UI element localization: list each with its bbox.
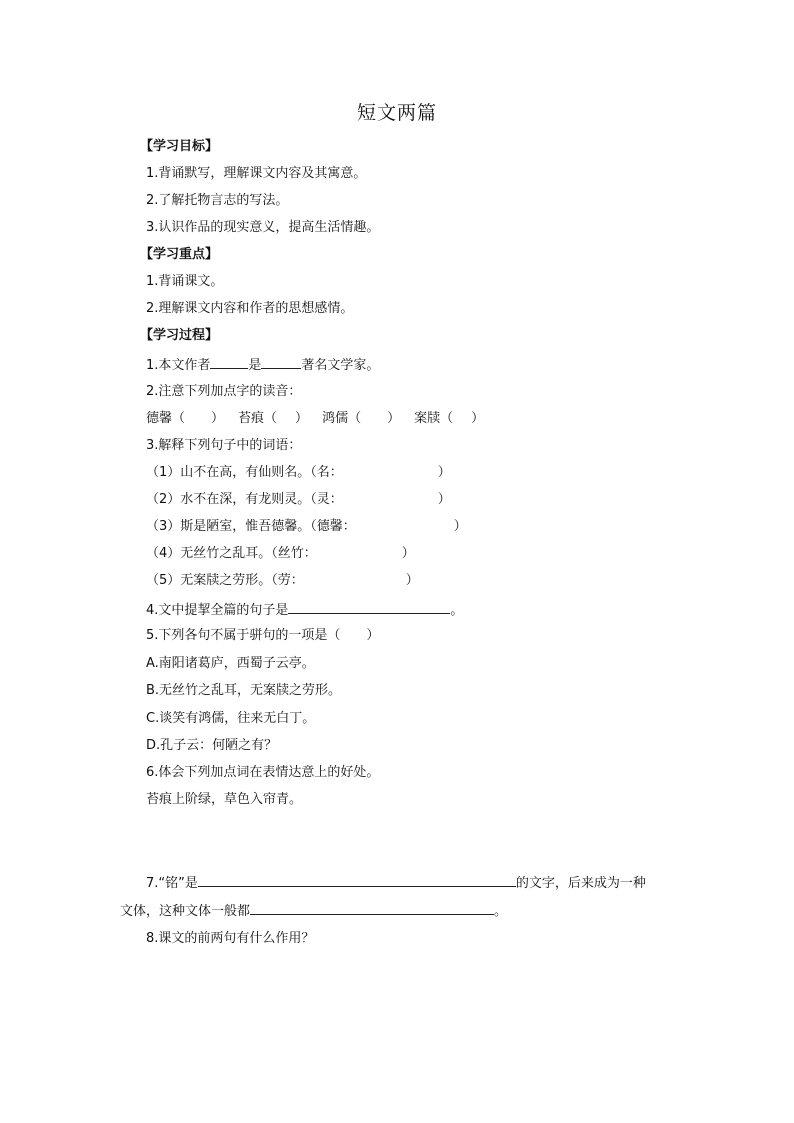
question-6: 6.体会下列加点词在表情达意上的好处。 xyxy=(146,765,380,780)
q3-item-5-text: （5）无案牍之劳形。（劳： xyxy=(146,573,304,588)
q5-option-b: B.无丝竹之乱耳，无案牍之劳形。 xyxy=(146,683,342,698)
q3-item-2-end: ） xyxy=(437,492,451,507)
q1-part-b: 是 xyxy=(248,358,262,373)
q7-text-a: 7.“铭”是 xyxy=(146,876,198,891)
keypoints-heading: 【学习重点】 xyxy=(140,247,219,262)
question-5: 5.下列各句不属于骈句的一项是（ ） xyxy=(146,628,380,643)
q1-blank-1[interactable] xyxy=(210,355,248,369)
question-1 xyxy=(146,355,379,375)
q3-item-4-end: ） xyxy=(401,546,415,561)
q5-option-c: C.谈笑有鸿儒，往来无白丁。 xyxy=(146,711,316,726)
q5-option-d: D.孔子云：何陋之有？ xyxy=(146,738,278,753)
goal-item-2: 2.了解托物言志的写法。 xyxy=(146,193,289,208)
keypoint-item-1: 1.背诵课文。 xyxy=(146,274,224,289)
q2-close-2: ） xyxy=(295,411,309,426)
question-4 xyxy=(146,600,463,620)
q3-item-2-text: （2）水不在深，有龙则灵。（灵： xyxy=(146,492,343,507)
question-8: 8.课文的前两句有什么作用？ xyxy=(146,931,315,946)
q4-end: 。 xyxy=(450,603,464,618)
q3-item-4-text: （4）无丝竹之乱耳。（丝竹： xyxy=(146,546,317,561)
q3-item-2 xyxy=(146,491,451,509)
page-title: 短文两篇 xyxy=(356,102,437,124)
process-heading: 【学习过程】 xyxy=(140,328,219,343)
q2-word-taihen: 苔痕（ xyxy=(238,411,278,426)
q2-word-dexin: 德馨（ xyxy=(146,411,186,426)
q5-option-a: A.南阳诸葛庐，西蜀子云亭。 xyxy=(146,656,315,671)
keypoint-item-2: 2.理解课文内容和作者的思想感情。 xyxy=(146,301,354,316)
q2-close-1: ） xyxy=(211,411,225,426)
goal-item-1: 1.背诵默写，理解课文内容及其寓意。 xyxy=(146,166,367,181)
q3-item-1-end: ） xyxy=(437,465,451,480)
q7-blank-1[interactable] xyxy=(198,873,516,887)
question-2-items xyxy=(146,410,484,428)
question-2: 2.注意下列加点字的读音： xyxy=(146,384,302,399)
q3-item-5 xyxy=(146,572,419,590)
q1-part-a: 1.本文作者 xyxy=(146,358,211,373)
q4-text: 4.文中提挈全篇的句子是 xyxy=(146,603,289,618)
q2-word-hongru: 鸿儒（ xyxy=(322,411,362,426)
q1-blank-2[interactable] xyxy=(261,355,301,369)
goal-item-3: 3.认识作品的现实意义，提高生活情趣。 xyxy=(146,220,380,235)
question-7-line-1 xyxy=(146,873,646,893)
q2-close-3: ） xyxy=(387,411,401,426)
goals-heading: 【学习目标】 xyxy=(140,139,219,154)
q7-text-d: 。 xyxy=(494,904,508,919)
q3-item-3 xyxy=(146,518,467,536)
q3-item-3-end: ） xyxy=(453,519,467,534)
question-3: 3.解释下列句子中的词语： xyxy=(146,438,302,453)
q4-blank[interactable] xyxy=(288,600,450,614)
q6-quote: 苔痕上阶绿，草色入帘青。 xyxy=(146,792,303,807)
q7-text-b: 的文字，后来成为一种 xyxy=(515,876,646,891)
question-7-line-2 xyxy=(120,901,507,921)
q1-part-c: 著名文学家。 xyxy=(301,358,380,373)
q2-word-andu: 案牍（ xyxy=(414,411,454,426)
q7-blank-2[interactable] xyxy=(250,901,494,915)
q3-item-3-text: （3）斯是陋室，惟吾德馨。（德馨： xyxy=(146,519,356,534)
q3-item-1 xyxy=(146,464,451,482)
q3-item-4 xyxy=(146,545,415,563)
q3-item-1-text: （1）山不在高，有仙则名。（名： xyxy=(146,465,343,480)
q2-close-4: ） xyxy=(471,411,485,426)
q3-item-5-end: ） xyxy=(405,573,419,588)
q7-text-c: 文体，这种文体一般都 xyxy=(120,904,251,919)
